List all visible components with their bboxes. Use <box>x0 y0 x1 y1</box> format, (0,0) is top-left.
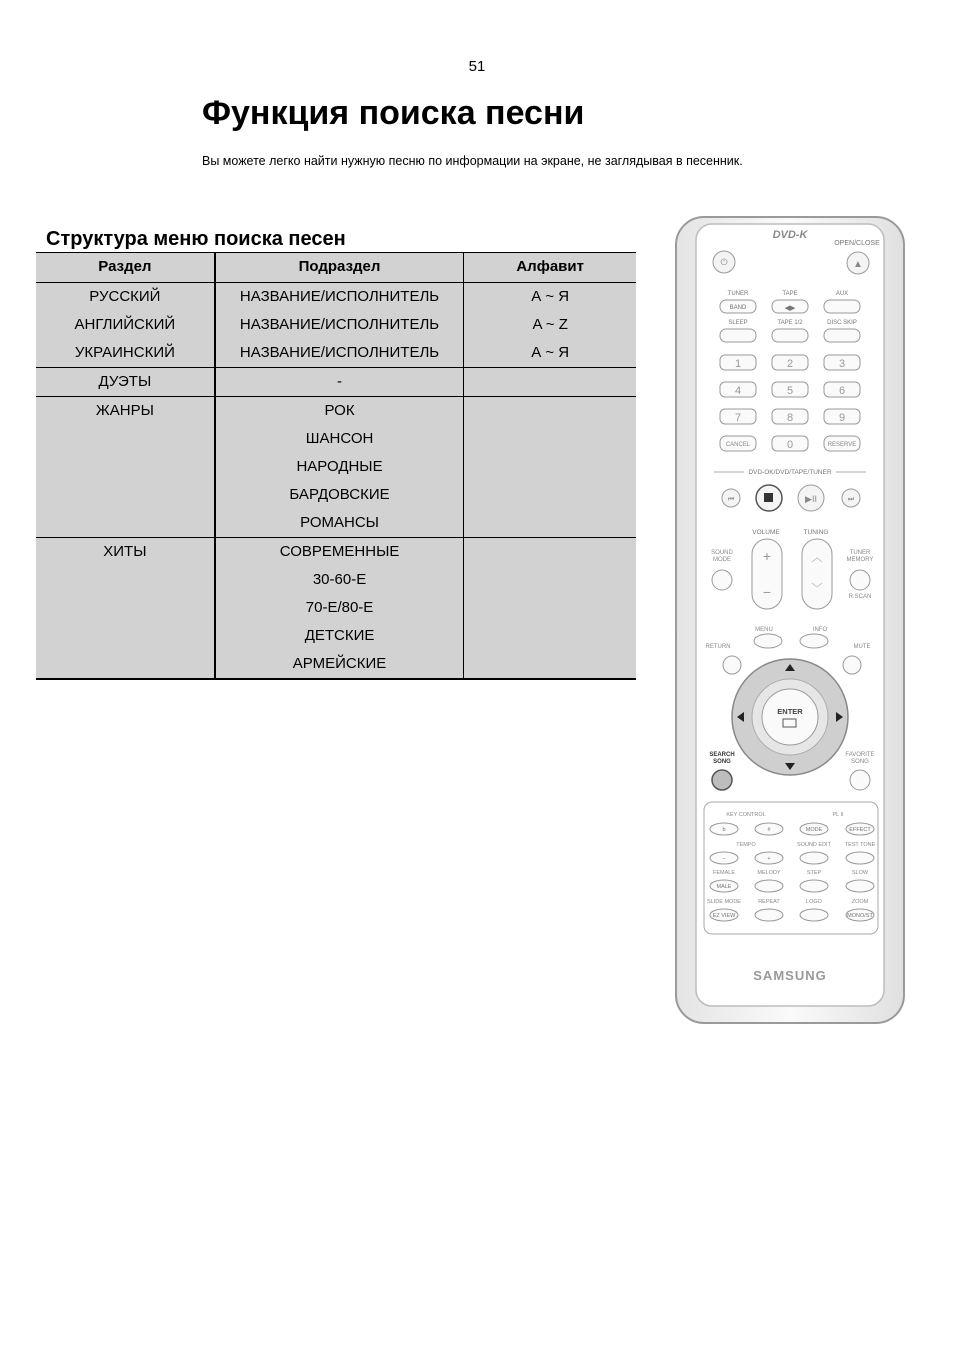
step-button[interactable] <box>800 880 828 892</box>
tape12-label: TAPE 1/2 <box>777 320 803 326</box>
cell-alphabet <box>464 397 636 426</box>
search-menu-table <box>36 252 636 680</box>
table-row <box>36 509 636 538</box>
cell-subsection: РОК <box>215 397 464 426</box>
return-button[interactable] <box>723 656 741 674</box>
tape-arrows-icon: ◀▶ <box>784 305 796 312</box>
cell-section <box>36 509 215 538</box>
favorite-song-label: FAVORITE <box>845 752 875 758</box>
section-title: Структура меню поиска песен <box>46 228 346 250</box>
favorite-song-button[interactable] <box>850 770 870 790</box>
table-row <box>36 425 636 453</box>
digit-2-label: 2 <box>786 358 794 370</box>
cell-alphabet: А ~ Я <box>464 339 636 368</box>
test-tone-label: TEST TONE <box>844 842 876 848</box>
sound-edit-label: SOUND EDIT <box>797 842 831 848</box>
cell-section: АНГЛИЙСКИЙ <box>36 311 215 339</box>
cell-subsection: НАЗВАНИЕ/ИСПОЛНИТЕЛЬ <box>215 283 464 312</box>
brand-logo: SAMSUNG <box>753 968 827 983</box>
table-row <box>36 453 636 481</box>
mono-st-label: MONO/ST <box>847 913 873 919</box>
aux-button[interactable] <box>824 300 860 313</box>
cell-section: ДУЭТЫ <box>36 368 215 397</box>
cell-subsection: 30-60-Е <box>215 566 464 594</box>
tape12-button[interactable] <box>772 329 808 342</box>
page-number: 51 <box>468 58 486 75</box>
female-label: FEMALE <box>712 870 736 876</box>
table-row <box>36 368 636 397</box>
cell-alphabet <box>464 453 636 481</box>
menu-button[interactable] <box>754 634 782 648</box>
cell-subsection: БАРДОВСКИЕ <box>215 481 464 509</box>
ez-view-label: EZ VIEW <box>712 913 736 919</box>
tempo-minus-label: − <box>722 856 726 862</box>
cell-section <box>36 453 215 481</box>
cell-subsection: АРМЕЙСКИЕ <box>215 650 464 679</box>
cell-section <box>36 650 215 679</box>
cell-alphabet <box>464 509 636 538</box>
disc-skip-label: DISC SKIP <box>827 320 857 326</box>
stop-icon <box>764 493 773 502</box>
header-section: Раздел <box>36 253 215 283</box>
open-close-label: OPEN/CLOSE <box>834 240 880 247</box>
cell-subsection: НАЗВАНИЕ/ИСПОЛНИТЕЛЬ <box>215 311 464 339</box>
cell-subsection: НАРОДНЫЕ <box>215 453 464 481</box>
cell-subsection: 70-Е/80-Е <box>215 594 464 622</box>
intro-text: Вы можете легко найти нужную песню по информации на экране, не заглядывая в песенник. <box>202 154 743 168</box>
cell-subsection: НАЗВАНИЕ/ИСПОЛНИТЕЛЬ <box>215 339 464 368</box>
cell-section <box>36 566 215 594</box>
power-icon: ⏻ <box>720 257 728 267</box>
test-tone-button[interactable] <box>846 852 874 864</box>
tuning-label: TUNING <box>803 529 829 536</box>
cell-subsection: РОМАНСЫ <box>215 509 464 538</box>
return-label: RETURN <box>705 644 731 650</box>
key-control-label: KEY CONTROL <box>726 812 766 818</box>
prev-icon: ⏮ <box>727 496 735 503</box>
effect-label: EFFECT <box>849 827 871 833</box>
digit-3-label: 3 <box>838 358 846 370</box>
info-label: INFO <box>812 627 828 633</box>
table-row <box>36 650 636 679</box>
cell-section <box>36 594 215 622</box>
remote-control-illustration <box>672 214 908 1026</box>
step-label: STEP <box>806 870 822 876</box>
cell-subsection: ШАНСОН <box>215 425 464 453</box>
sharp-label: # <box>767 827 771 833</box>
menu-label: MENU <box>755 627 773 633</box>
pl2-label: PL II <box>832 812 844 818</box>
tuner-memory-label: TUNER <box>849 550 871 556</box>
cell-alphabet <box>464 425 636 453</box>
search-song-button[interactable] <box>712 770 732 790</box>
cancel-label: CANCEL <box>725 442 751 448</box>
volume-label: VOLUME <box>752 529 780 536</box>
remote-logo: DVD-K <box>772 229 808 241</box>
digit-8-label: 8 <box>786 412 794 424</box>
logo-button[interactable] <box>800 909 828 921</box>
cell-alphabet <box>464 566 636 594</box>
table-row <box>36 311 636 339</box>
play-pause-icon: ▶II <box>805 494 817 504</box>
cell-subsection: СОВРЕМЕННЫЕ <box>215 538 464 567</box>
sound-mode-label: SOUND <box>711 550 733 556</box>
table-row <box>36 397 636 426</box>
melody-button[interactable] <box>755 880 783 892</box>
flat-label: b <box>722 827 726 833</box>
table-row <box>36 538 636 567</box>
band-label: BAND <box>729 305 747 311</box>
digit-5-label: 5 <box>786 385 794 397</box>
page-title: Функция поиска песни <box>202 94 585 132</box>
zoom-label: ZOOM <box>851 899 869 905</box>
digit-1-label: 1 <box>734 358 742 370</box>
cell-alphabet <box>464 594 636 622</box>
repeat-label: REPEAT <box>758 899 780 905</box>
mode-bar-label: DVD-OK/DVD/TAPE/TUNER <box>748 469 832 476</box>
tuner-memory-label-2: MEMORY <box>846 557 874 563</box>
next-icon: ⏭ <box>847 496 855 503</box>
cell-alphabet: A ~ Z <box>464 311 636 339</box>
cell-alphabet <box>464 650 636 679</box>
mode-label: MODE <box>805 827 823 833</box>
eject-icon: ▲ <box>853 259 863 270</box>
header-subsection: Подраздел <box>215 253 464 283</box>
sound-mode-label-2: MODE <box>713 557 731 563</box>
cell-section: ЖАНРЫ <box>36 397 215 426</box>
cell-subsection: - <box>215 368 464 397</box>
table-row <box>36 283 636 312</box>
digit-9-label: 9 <box>838 412 846 424</box>
melody-label: MELODY <box>757 870 781 876</box>
digit-6-label: 6 <box>838 385 846 397</box>
sound-edit-button[interactable] <box>800 852 828 864</box>
sleep-label: SLEEP <box>728 320 748 326</box>
cell-alphabet: А ~ Я <box>464 283 636 312</box>
rscan-label: R.SCAN <box>848 594 872 600</box>
table-row <box>36 481 636 509</box>
male-label: MALE <box>716 884 732 890</box>
slide-mode-label: SLIDE MODE <box>707 899 741 905</box>
table-header <box>36 253 636 283</box>
digit-0-label: 0 <box>786 439 794 451</box>
cell-alphabet <box>464 622 636 650</box>
enter-label: ENTER <box>777 707 803 716</box>
search-song-label: SEARCH <box>709 752 735 758</box>
slow-button[interactable] <box>846 880 874 892</box>
cell-alphabet <box>464 368 636 397</box>
cell-alphabet <box>464 538 636 567</box>
tuner-label: TUNER <box>727 291 749 297</box>
sleep-button[interactable] <box>720 329 756 342</box>
tempo-label: TEMPO <box>736 842 756 848</box>
cell-section <box>36 425 215 453</box>
cell-section <box>36 481 215 509</box>
logo-label: LOGO <box>806 899 822 905</box>
repeat-button[interactable] <box>755 909 783 921</box>
tape-label: TAPE <box>782 291 798 297</box>
table-row <box>36 594 636 622</box>
table-row <box>36 622 636 650</box>
info-button[interactable] <box>800 634 828 648</box>
table-row <box>36 339 636 368</box>
favorite-song-label-2: SONG <box>851 759 869 765</box>
cell-section: ХИТЫ <box>36 538 215 567</box>
header-alphabet: Алфавит <box>464 253 636 283</box>
tuning-down-icon: ﹀ <box>811 583 823 595</box>
tempo-plus-label: + <box>767 856 771 862</box>
volume-down-icon: − <box>762 584 772 600</box>
cell-section <box>36 622 215 650</box>
cell-section: РУССКИЙ <box>36 283 215 312</box>
enter-button[interactable] <box>762 689 818 745</box>
tuning-up-icon: ︿ <box>811 552 823 564</box>
slow-label: SLOW <box>851 870 869 876</box>
cell-subsection: ДЕТСКИЕ <box>215 622 464 650</box>
mute-button[interactable] <box>843 656 861 674</box>
table-row <box>36 566 636 594</box>
tuner-memory-button[interactable] <box>850 570 870 590</box>
digit-7-label: 7 <box>734 412 742 424</box>
cell-section: УКРАИНСКИЙ <box>36 339 215 368</box>
disc-skip-button[interactable] <box>824 329 860 342</box>
volume-up-icon: + <box>762 548 772 564</box>
digit-4-label: 4 <box>734 385 742 397</box>
reserve-label: RESERVE <box>827 442 857 448</box>
sound-mode-button[interactable] <box>712 570 732 590</box>
mute-label: MUTE <box>853 644 871 650</box>
tuning-rocker[interactable] <box>802 539 832 609</box>
cell-alphabet <box>464 481 636 509</box>
aux-label: AUX <box>835 291 849 297</box>
search-song-label-2: SONG <box>713 759 731 765</box>
